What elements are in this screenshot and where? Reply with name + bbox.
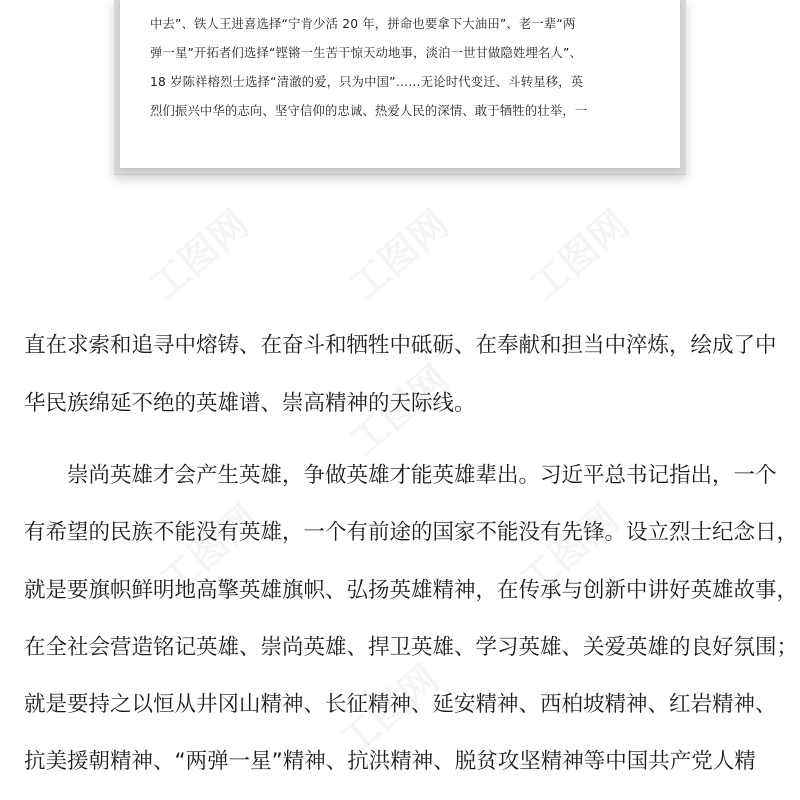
watermark: 工图网 — [141, 201, 258, 309]
watermark: 工图网 — [511, 496, 628, 604]
body-text-line: 就是要持之以恒从井冈山精神、长征精神、延安精神、西柏坡精神、红岩精神、 — [24, 692, 777, 717]
body-text-line: 华民族绵延不绝的英雄谱、崇高精神的天际线。 — [24, 391, 476, 416]
body-text-line: 在全社会营造铭记英雄、崇尚英雄、捍卫英雄、学习英雄、关爱英雄的良好氛围； — [24, 635, 799, 660]
card-text-line: 中去”、铁人王进喜选择“宁肯少活 20 年，拼命也要拿下大油田”、老一辈“两 — [150, 17, 576, 31]
body-text-line: 崇尚英雄才会产生英雄，争做英雄才能英雄辈出。习近平总书记指出，一个 — [67, 463, 777, 488]
watermark: 工图网 — [521, 201, 638, 309]
body-text-line: 就是要旗帜鲜明地高擎英雄旗帜、弘扬英雄精神，在传承与创新中讲好英雄故事， — [24, 578, 799, 603]
quote-card — [120, 0, 680, 168]
watermark: 工图网 — [151, 496, 268, 604]
body-text-line: 直在求索和追寻中熔铸、在奋斗和牺牲中砥砺、在奉献和担当中淬炼，绘成了中 — [24, 333, 777, 358]
watermark: 工图网 — [341, 356, 458, 464]
card-text-line: 18 岁陈祥榕烈士选择“清澈的爱，只为中国”……无论时代变迁、斗转星移，英 — [150, 75, 584, 89]
watermark: 工图网 — [331, 656, 448, 764]
card-text-line: 弹一星”开拓者们选择“铿锵一生苦干惊天动地事，淡泊一世甘做隐姓埋名人”、 — [150, 46, 583, 60]
body-text-line: 抗美援朝精神、“两弹一星”精神、抗洪精神、脱贫攻坚精神等中国共产党人精 — [24, 749, 756, 774]
body-text-line: 有希望的民族不能没有英雄，一个有前途的国家不能没有先锋。设立烈士纪念日， — [24, 520, 799, 545]
watermark: 工图网 — [341, 201, 458, 309]
card-text-line: 烈们振兴中华的志向、坚守信仰的忠诚、热爱人民的深情、敢于牺牲的壮举，一 — [150, 104, 588, 118]
